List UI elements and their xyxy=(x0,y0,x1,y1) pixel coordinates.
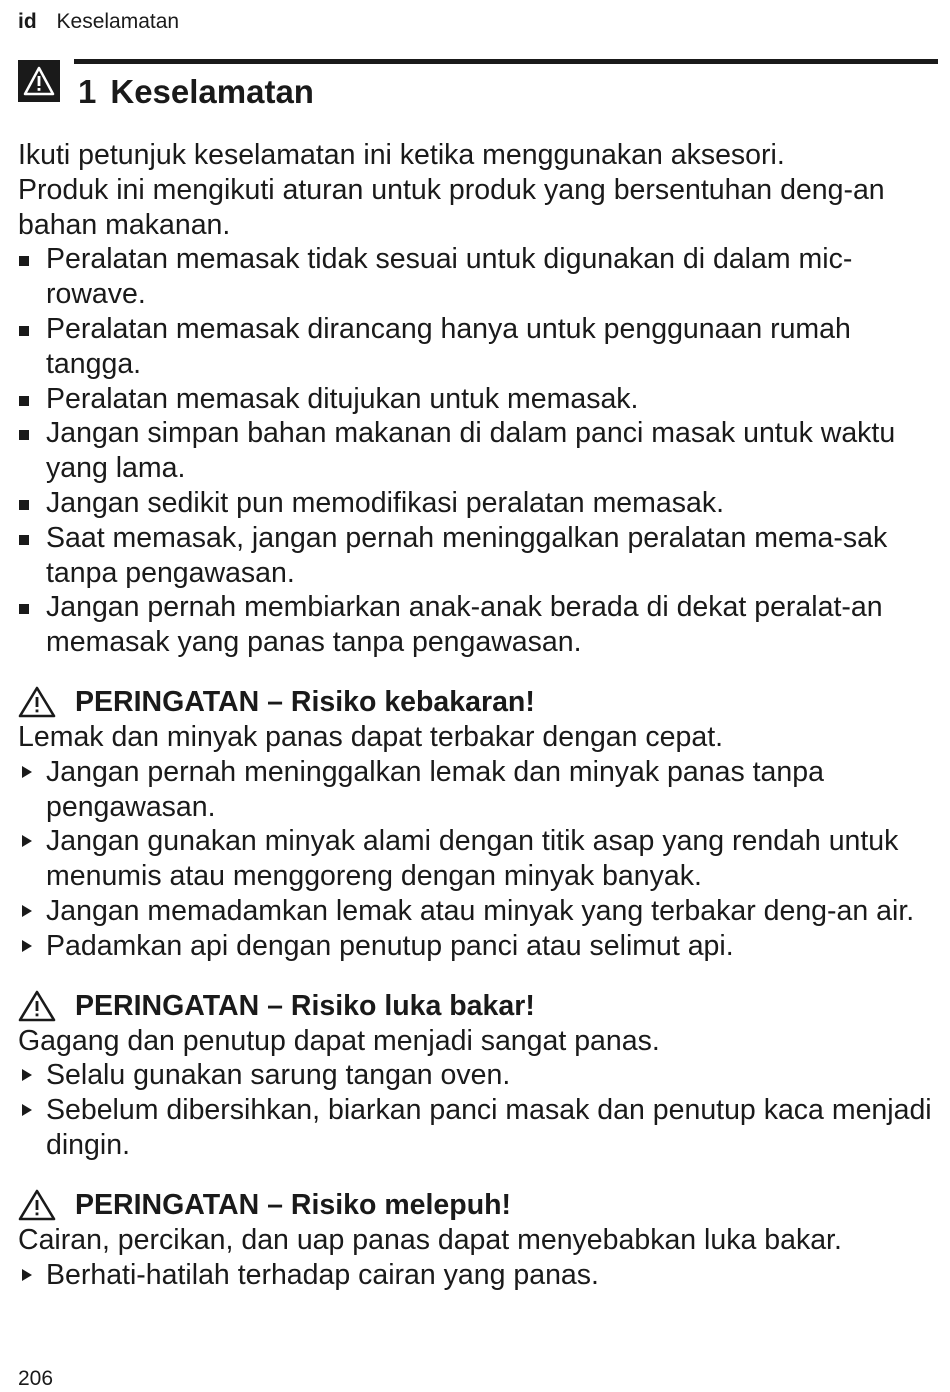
page-title xyxy=(78,72,314,112)
list-item-text: Jangan simpan bahan makanan di dalam panci masak untuk waktu yang lama. xyxy=(46,417,896,485)
arrow-right-icon xyxy=(22,1269,32,1281)
warning-heading xyxy=(18,1188,938,1223)
warning-heading xyxy=(18,685,938,720)
bullet-square-icon xyxy=(19,326,29,336)
list-item xyxy=(18,824,938,894)
section-name: Keselamatan xyxy=(56,10,180,33)
arrow-right-icon xyxy=(22,835,32,847)
warning-actions xyxy=(18,1058,938,1162)
arrow-right-icon xyxy=(22,1069,32,1081)
bullet-square-icon xyxy=(19,604,29,614)
list-item-text: Peralatan memasak ditujukan untuk memasak. xyxy=(46,382,639,415)
page-number: 206 xyxy=(18,1367,54,1390)
warning-triangle-icon xyxy=(18,1189,56,1221)
list-item-text: Sebelum dibersihkan, biarkan panci masak dan penutup kaca menjadi dingin. xyxy=(46,1094,932,1161)
list-item xyxy=(18,929,938,964)
list-item-text: Selalu gunakan sarung tangan oven. xyxy=(46,1059,511,1092)
intro-paragraph: Produk ini mengikuti aturan untuk produk yang bersentuhan deng-an bahan makanan. xyxy=(18,173,885,241)
list-item xyxy=(18,1093,938,1163)
warning-triangle-icon xyxy=(18,686,56,718)
chapter-title: Keselamatan xyxy=(110,73,314,110)
list-item-text: Padamkan api dengan penutup panci atau selimut api. xyxy=(46,929,734,962)
warning-cause: Lemak dan minyak panas dapat terbakar dengan cepat. xyxy=(18,720,724,753)
list-item xyxy=(18,755,938,825)
bullet-square-icon xyxy=(19,430,29,440)
title-rule xyxy=(74,59,938,64)
warning-heading-text: PERINGATAN – Risiko kebakaran! xyxy=(75,685,535,718)
arrow-right-icon xyxy=(22,940,32,952)
list-item-text: Jangan sedikit pun memodifikasi peralatan memasak. xyxy=(46,486,725,519)
list-item xyxy=(18,242,938,312)
warning-icon xyxy=(18,60,60,102)
warning-burn xyxy=(18,989,938,1163)
bullet-square-icon xyxy=(19,500,29,510)
arrow-right-icon xyxy=(22,766,32,778)
list-item-text: Peralatan memasak tidak sesuai untuk digunakan di dalam mic-rowave. xyxy=(46,243,853,311)
list-item-text: Berhati-hatilah terhadap cairan yang panas. xyxy=(46,1258,599,1291)
list-item xyxy=(18,590,938,660)
list-item xyxy=(18,1058,938,1093)
list-item-text: Saat memasak, jangan pernah meninggalkan peralatan mema-sak tanpa pengawasan. xyxy=(46,521,888,589)
list-item xyxy=(18,521,938,591)
list-item xyxy=(18,894,938,929)
list-item-text: Jangan pernah membiarkan anak-anak berada di dekat peralat-an memasak yang panas tanpa pengawasan. xyxy=(46,591,883,659)
arrow-right-icon xyxy=(22,1104,32,1116)
warning-heading-text: PERINGATAN – Risiko luka bakar! xyxy=(75,989,535,1022)
warning-triangle-icon xyxy=(18,990,56,1022)
content xyxy=(18,138,938,1292)
warning-scald xyxy=(18,1188,938,1293)
warning-heading xyxy=(18,989,938,1024)
page-header xyxy=(18,8,179,36)
list-item-text: Peralatan memasak dirancang hanya untuk penggunaan rumah tangga. xyxy=(46,312,851,380)
intro-paragraph: Ikuti petunjuk keselamatan ini ketika menggunakan aksesori. xyxy=(18,139,785,171)
bullet-square-icon xyxy=(19,535,29,545)
list-item xyxy=(18,312,938,382)
chapter-number: 1 xyxy=(78,73,97,110)
list-item xyxy=(18,416,938,486)
safety-rules-list xyxy=(18,242,938,660)
warning-fire xyxy=(18,685,938,964)
language-code: id xyxy=(18,10,37,33)
warning-actions xyxy=(18,755,938,964)
list-item xyxy=(18,486,938,521)
list-item xyxy=(18,382,938,417)
list-item-text: Jangan gunakan minyak alami dengan titik asap yang rendah untuk menumis atau menggoreng dengan minyak banyak. xyxy=(46,825,899,893)
list-item xyxy=(18,1258,938,1293)
warning-heading-text: PERINGATAN – Risiko melepuh! xyxy=(75,1188,512,1221)
list-item-text: Jangan memadamkan lemak atau minyak yang terbakar deng-an air. xyxy=(46,894,915,927)
list-item-text: Jangan pernah meninggalkan lemak dan minyak panas tanpa pengawasan. xyxy=(46,755,824,823)
bullet-square-icon xyxy=(19,256,29,266)
warning-cause: Cairan, percikan, dan uap panas dapat menyebabkan luka bakar. xyxy=(18,1223,842,1256)
warning-cause: Gagang dan penutup dapat menjadi sangat panas. xyxy=(18,1024,660,1057)
bullet-square-icon xyxy=(19,396,29,406)
warning-actions xyxy=(18,1258,938,1293)
arrow-right-icon xyxy=(22,905,32,917)
